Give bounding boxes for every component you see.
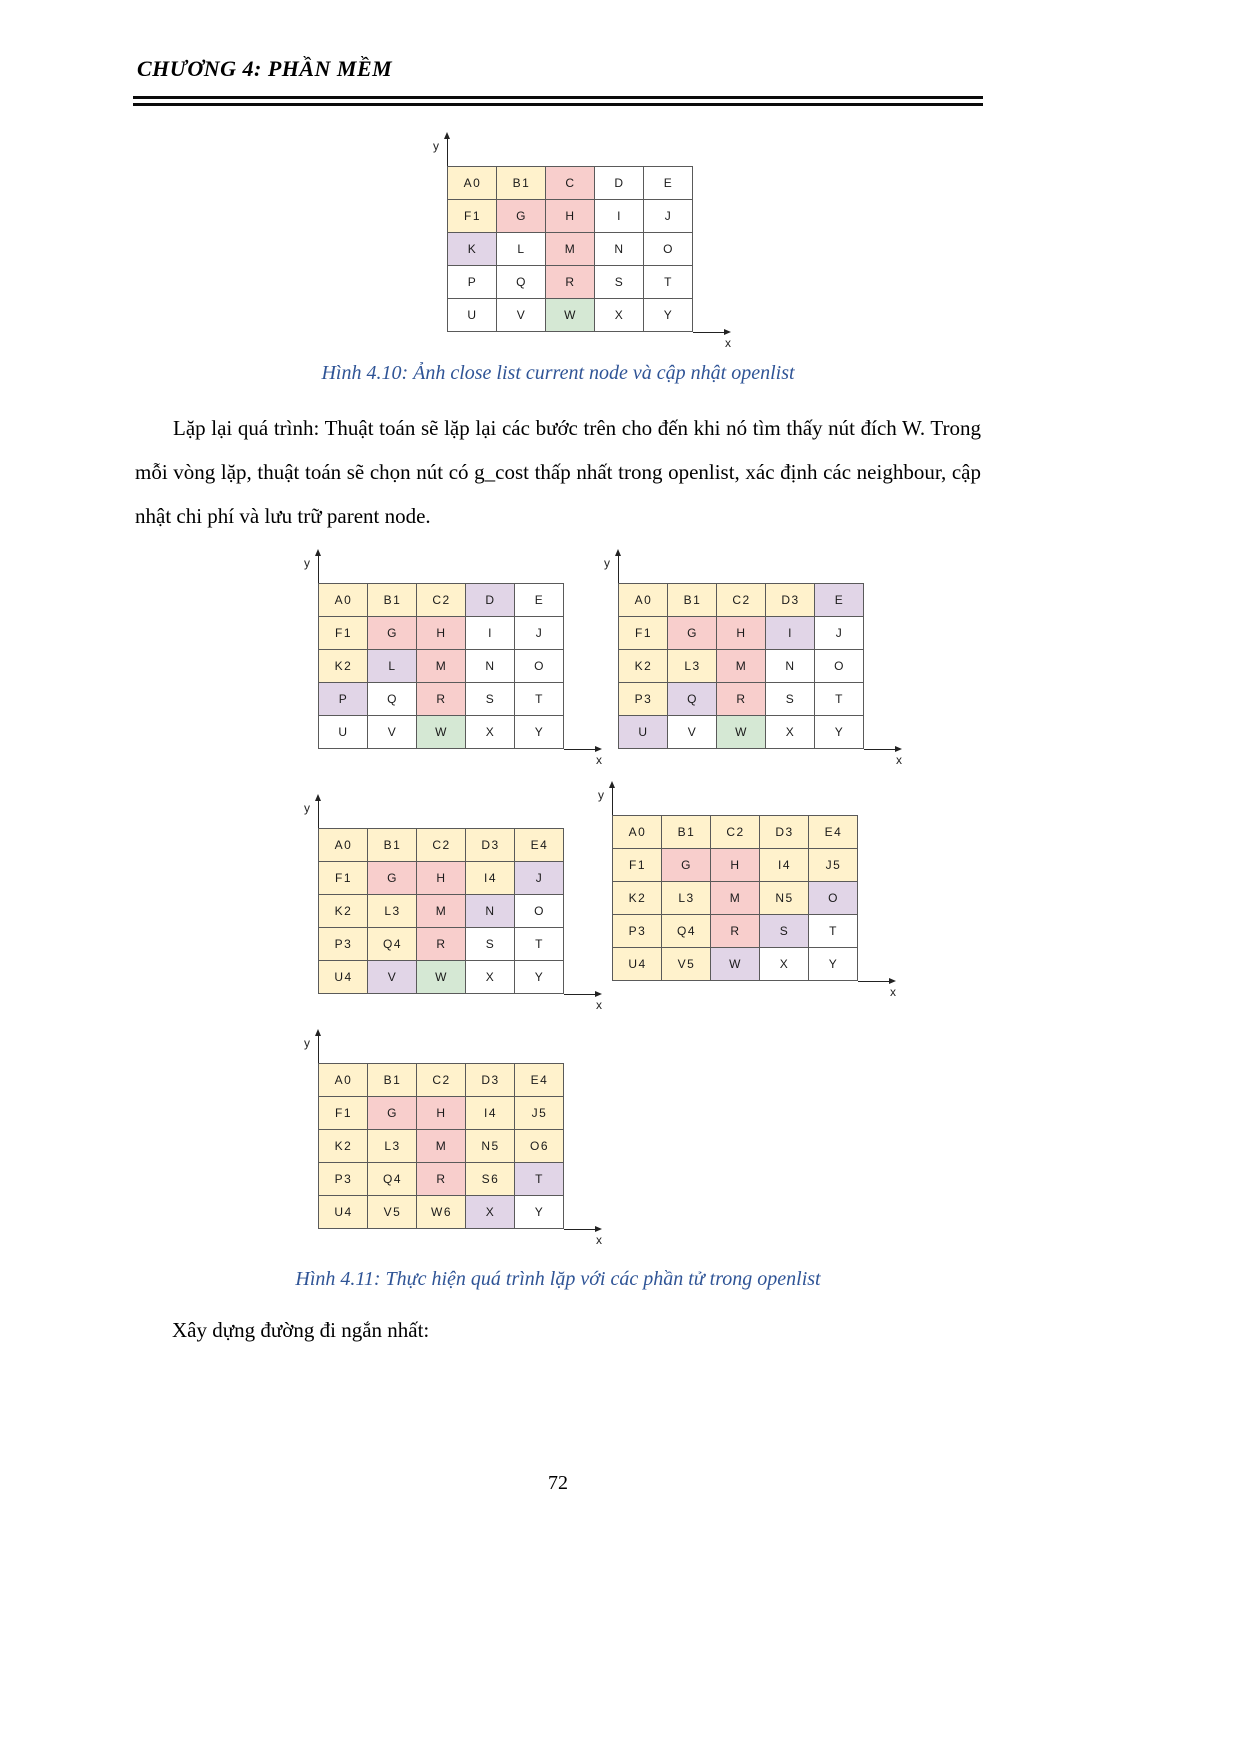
grid-cell-T: T bbox=[515, 1163, 564, 1196]
grid-cell-F1: F1 bbox=[448, 200, 497, 233]
grid-cell-E: E bbox=[815, 584, 864, 617]
grid-cell-K2: K2 bbox=[613, 882, 662, 915]
header-double-rule-top bbox=[133, 96, 983, 99]
grid-cell-G: G bbox=[368, 617, 417, 650]
grid-cell-K2: K2 bbox=[319, 895, 368, 928]
grid-cell-T: T bbox=[644, 266, 693, 299]
grid-cell-H: H bbox=[417, 862, 466, 895]
grid-cell-V: V bbox=[368, 961, 417, 994]
grid-cell-G: G bbox=[368, 862, 417, 895]
grid-cell-N: N bbox=[595, 233, 644, 266]
grid-cell-U: U bbox=[619, 716, 668, 749]
grid-cell-J: J bbox=[515, 862, 564, 895]
grid-cell-X: X bbox=[466, 716, 515, 749]
grid-cell-F1: F1 bbox=[613, 849, 662, 882]
grid-cell-Y: Y bbox=[815, 716, 864, 749]
grid-cell-W6: W6 bbox=[417, 1196, 466, 1229]
grid-cell-R: R bbox=[711, 915, 760, 948]
grid-cell-X: X bbox=[595, 299, 644, 332]
grid-cell-X: X bbox=[766, 716, 815, 749]
figure-4-10-grid bbox=[433, 139, 731, 350]
grid-cells bbox=[612, 815, 858, 981]
x-axis-label: x bbox=[596, 1233, 602, 1247]
y-axis-arrow-icon bbox=[318, 800, 319, 828]
grid-cells bbox=[318, 583, 564, 749]
grid-cell-A0: A0 bbox=[319, 1064, 368, 1097]
figure-4-11-grid-5 bbox=[304, 1036, 602, 1247]
grid-cell-I: I bbox=[766, 617, 815, 650]
header-double-rule-bottom bbox=[133, 103, 983, 106]
x-axis-label: x bbox=[725, 336, 731, 350]
grid-cell-J: J bbox=[815, 617, 864, 650]
grid-cell-Y: Y bbox=[515, 1196, 564, 1229]
grid-cell-M: M bbox=[417, 650, 466, 683]
x-axis-arrow-icon bbox=[858, 981, 890, 982]
x-axis-label: x bbox=[596, 998, 602, 1012]
grid-cell-U4: U4 bbox=[319, 961, 368, 994]
x-axis-label: x bbox=[890, 985, 896, 999]
grid-cell-H: H bbox=[711, 849, 760, 882]
grid-cell-G: G bbox=[497, 200, 546, 233]
grid-cell-E4: E4 bbox=[809, 816, 858, 849]
y-axis-label: y bbox=[433, 139, 439, 153]
grid-cell-T: T bbox=[809, 915, 858, 948]
figure-4-11-grid-2 bbox=[604, 556, 902, 767]
grid-cell-R: R bbox=[717, 683, 766, 716]
grid-cell-F1: F1 bbox=[619, 617, 668, 650]
grid-cell-M: M bbox=[417, 1130, 466, 1163]
grid-cell-L3: L3 bbox=[368, 1130, 417, 1163]
x-axis-arrow-icon bbox=[564, 749, 596, 750]
grid-cell-W: W bbox=[417, 961, 466, 994]
grid-cell-Q: Q bbox=[497, 266, 546, 299]
body-paragraph: Xây dựng đường đi ngắn nhất: bbox=[172, 1318, 430, 1342]
grid-cell-A0: A0 bbox=[619, 584, 668, 617]
grid-cell-D3: D3 bbox=[766, 584, 815, 617]
grid-cell-B1: B1 bbox=[497, 167, 546, 200]
grid-cell-L: L bbox=[368, 650, 417, 683]
grid-cell-C: C bbox=[546, 167, 595, 200]
grid-cell-G: G bbox=[368, 1097, 417, 1130]
grid-cell-T: T bbox=[515, 683, 564, 716]
grid-cell-J: J bbox=[515, 617, 564, 650]
grid-cell-Q4: Q4 bbox=[662, 915, 711, 948]
grid-cell-N: N bbox=[466, 895, 515, 928]
grid-cell-F1: F1 bbox=[319, 1097, 368, 1130]
grid-cell-U4: U4 bbox=[319, 1196, 368, 1229]
y-axis-label: y bbox=[598, 788, 604, 802]
grid-cell-T: T bbox=[515, 928, 564, 961]
grid-cell-W: W bbox=[717, 716, 766, 749]
grid-cell-S: S bbox=[466, 928, 515, 961]
grid-cell-C2: C2 bbox=[711, 816, 760, 849]
grid-cell-L3: L3 bbox=[662, 882, 711, 915]
grid-cell-I: I bbox=[595, 200, 644, 233]
y-axis-arrow-icon bbox=[318, 1035, 319, 1063]
grid-cell-X: X bbox=[466, 1196, 515, 1229]
grid-cell-O: O bbox=[809, 882, 858, 915]
grid-cell-B1: B1 bbox=[662, 816, 711, 849]
grid-cell-G: G bbox=[662, 849, 711, 882]
grid-cell-R: R bbox=[546, 266, 595, 299]
grid-cell-X: X bbox=[760, 948, 809, 981]
grid-cell-U: U bbox=[448, 299, 497, 332]
grid-cell-D: D bbox=[595, 167, 644, 200]
grid-cell-S6: S6 bbox=[466, 1163, 515, 1196]
figure-4-10-caption: Hình 4.10: Ảnh close list current node và cập nhật openlist bbox=[321, 362, 795, 384]
grid-cell-E: E bbox=[644, 167, 693, 200]
figure-4-11-grid-4 bbox=[598, 788, 896, 999]
y-axis-arrow-icon bbox=[618, 555, 619, 583]
grid-cell-E4: E4 bbox=[515, 829, 564, 862]
grid-cell-E: E bbox=[515, 584, 564, 617]
grid-cell-V: V bbox=[497, 299, 546, 332]
grid-cell-Q4: Q4 bbox=[368, 928, 417, 961]
grid-cell-A0: A0 bbox=[319, 584, 368, 617]
grid-cell-O6: O6 bbox=[515, 1130, 564, 1163]
grid-cell-S: S bbox=[595, 266, 644, 299]
grid-cell-M: M bbox=[546, 233, 595, 266]
grid-cell-W: W bbox=[417, 716, 466, 749]
grid-cell-H: H bbox=[417, 617, 466, 650]
grid-cell-R: R bbox=[417, 683, 466, 716]
grid-cell-L3: L3 bbox=[368, 895, 417, 928]
grid-cell-A0: A0 bbox=[448, 167, 497, 200]
grid-cell-K2: K2 bbox=[619, 650, 668, 683]
grid-cell-V: V bbox=[368, 716, 417, 749]
grid-cell-U: U bbox=[319, 716, 368, 749]
figure-4-11-caption: Hình 4.11: Thực hiện quá trình lặp với các phần tử trong openlist bbox=[295, 1268, 821, 1290]
grid-cell-R: R bbox=[417, 1163, 466, 1196]
grid-cell-N: N bbox=[466, 650, 515, 683]
grid-cell-S: S bbox=[760, 915, 809, 948]
grid-cell-V: V bbox=[668, 716, 717, 749]
grid-cells bbox=[318, 828, 564, 994]
y-axis-label: y bbox=[304, 556, 310, 570]
x-axis-label: x bbox=[896, 753, 902, 767]
grid-cell-R: R bbox=[417, 928, 466, 961]
x-axis-arrow-icon bbox=[864, 749, 896, 750]
grid-cells bbox=[447, 166, 693, 332]
grid-cells bbox=[318, 1063, 564, 1229]
grid-cell-T: T bbox=[815, 683, 864, 716]
page-number: 72 bbox=[548, 1472, 568, 1494]
grid-cell-D: D bbox=[466, 584, 515, 617]
grid-cell-F1: F1 bbox=[319, 617, 368, 650]
grid-cell-M: M bbox=[717, 650, 766, 683]
x-axis-label: x bbox=[596, 753, 602, 767]
grid-cell-A0: A0 bbox=[319, 829, 368, 862]
grid-cell-G: G bbox=[668, 617, 717, 650]
grid-cell-W: W bbox=[711, 948, 760, 981]
figure-4-11-grid-3 bbox=[304, 801, 602, 1012]
grid-cell-J5: J5 bbox=[515, 1097, 564, 1130]
grid-cell-M: M bbox=[417, 895, 466, 928]
grid-cell-N5: N5 bbox=[760, 882, 809, 915]
grid-cell-K2: K2 bbox=[319, 1130, 368, 1163]
y-axis-arrow-icon bbox=[612, 787, 613, 815]
grid-cell-F1: F1 bbox=[319, 862, 368, 895]
grid-cell-N: N bbox=[766, 650, 815, 683]
grid-cell-Y: Y bbox=[644, 299, 693, 332]
grid-cell-P: P bbox=[448, 266, 497, 299]
grid-cell-B1: B1 bbox=[368, 584, 417, 617]
grid-cell-P3: P3 bbox=[319, 1163, 368, 1196]
grid-cell-O: O bbox=[644, 233, 693, 266]
y-axis-arrow-icon bbox=[318, 555, 319, 583]
grid-cell-O: O bbox=[515, 650, 564, 683]
grid-cell-V5: V5 bbox=[368, 1196, 417, 1229]
y-axis-label: y bbox=[604, 556, 610, 570]
grid-cell-Q: Q bbox=[668, 683, 717, 716]
grid-cell-M: M bbox=[711, 882, 760, 915]
grid-cell-S: S bbox=[766, 683, 815, 716]
grid-cell-W: W bbox=[546, 299, 595, 332]
chapter-header: CHƯƠNG 4: PHẦN MỀM bbox=[137, 56, 393, 81]
grid-cell-O: O bbox=[815, 650, 864, 683]
x-axis-arrow-icon bbox=[564, 994, 596, 995]
grid-cell-P3: P3 bbox=[613, 915, 662, 948]
grid-cell-I4: I4 bbox=[466, 1097, 515, 1130]
x-axis-arrow-icon bbox=[564, 1229, 596, 1230]
grid-cell-A0: A0 bbox=[613, 816, 662, 849]
grid-cell-X: X bbox=[466, 961, 515, 994]
y-axis-label: y bbox=[304, 801, 310, 815]
figure-4-11-grid-1 bbox=[304, 556, 602, 767]
grid-cell-L: L bbox=[497, 233, 546, 266]
grid-cell-Q4: Q4 bbox=[368, 1163, 417, 1196]
grid-cell-B1: B1 bbox=[368, 829, 417, 862]
grid-cell-H: H bbox=[417, 1097, 466, 1130]
grid-cell-K: K bbox=[448, 233, 497, 266]
grid-cell-L3: L3 bbox=[668, 650, 717, 683]
grid-cell-E4: E4 bbox=[515, 1064, 564, 1097]
grid-cell-C2: C2 bbox=[717, 584, 766, 617]
grid-cell-P3: P3 bbox=[319, 928, 368, 961]
grid-cell-D3: D3 bbox=[466, 1064, 515, 1097]
grid-cell-V5: V5 bbox=[662, 948, 711, 981]
grid-cell-S: S bbox=[466, 683, 515, 716]
grid-cell-H: H bbox=[717, 617, 766, 650]
body-paragraph: Lặp lại quá trình: Thuật toán sẽ lặp lại các bước trên cho đến khi nó tìm thấy nút đích W. Trong mỗi vòng lặp, thuật toán sẽ chọn nút có g_cost thấp nhất trong openlist, xác định các neighbour, cập nhật chi phí và lưu trữ parent node. bbox=[135, 416, 981, 528]
grid-cell-B1: B1 bbox=[368, 1064, 417, 1097]
grid-cell-Y: Y bbox=[515, 716, 564, 749]
grid-cells bbox=[618, 583, 864, 749]
grid-cell-D3: D3 bbox=[760, 816, 809, 849]
grid-cell-B1: B1 bbox=[668, 584, 717, 617]
grid-cell-J5: J5 bbox=[809, 849, 858, 882]
grid-cell-U4: U4 bbox=[613, 948, 662, 981]
grid-cell-I4: I4 bbox=[760, 849, 809, 882]
grid-cell-N5: N5 bbox=[466, 1130, 515, 1163]
grid-cell-C2: C2 bbox=[417, 584, 466, 617]
grid-cell-K2: K2 bbox=[319, 650, 368, 683]
y-axis-arrow-icon bbox=[447, 138, 448, 166]
grid-cell-C2: C2 bbox=[417, 1064, 466, 1097]
grid-cell-D3: D3 bbox=[466, 829, 515, 862]
grid-cell-C2: C2 bbox=[417, 829, 466, 862]
grid-cell-P3: P3 bbox=[619, 683, 668, 716]
grid-cell-P: P bbox=[319, 683, 368, 716]
grid-cell-Q: Q bbox=[368, 683, 417, 716]
grid-cell-J: J bbox=[644, 200, 693, 233]
grid-cell-I4: I4 bbox=[466, 862, 515, 895]
grid-cell-H: H bbox=[546, 200, 595, 233]
grid-cell-I: I bbox=[466, 617, 515, 650]
grid-cell-O: O bbox=[515, 895, 564, 928]
y-axis-label: y bbox=[304, 1036, 310, 1050]
x-axis-arrow-icon bbox=[693, 332, 725, 333]
grid-cell-Y: Y bbox=[515, 961, 564, 994]
grid-cell-Y: Y bbox=[809, 948, 858, 981]
